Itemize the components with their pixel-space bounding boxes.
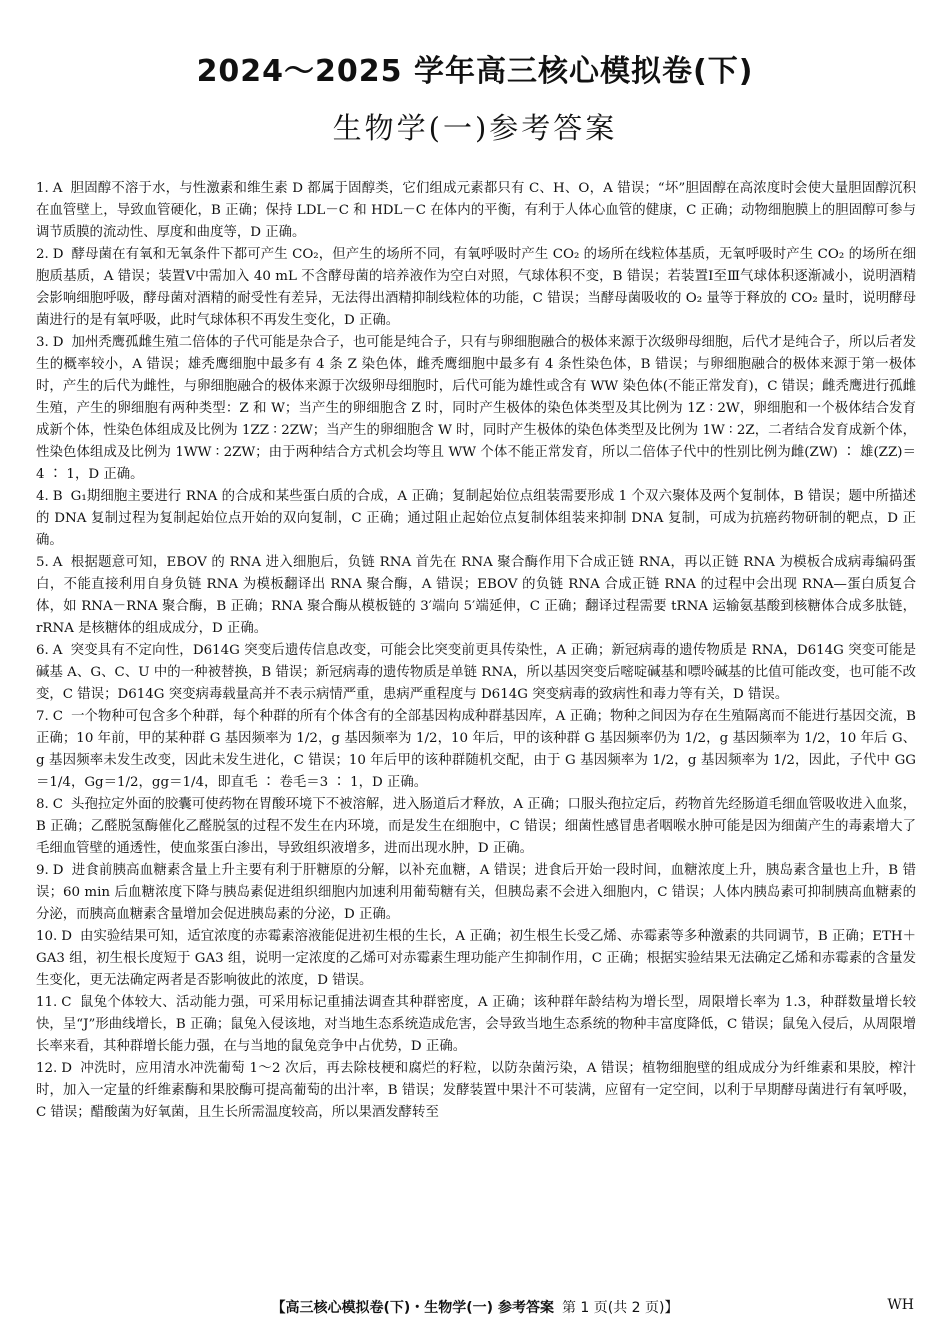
answer-number: 11. <box>36 995 58 1010</box>
answer-explanation: 加州秃鹰孤雌生殖二倍体的子代可能是杂合子，也可能是纯合子，只有与卵细胞融合的极体来源于次级卵母细胞，后代才是纯合子，所以后者发生的概率较小，A 错误；雄秃鹰细胞中最多有 4 条 Z 染色体，雌秃鹰细胞中最多有 4 条性染色体，B 错误；与卵细胞融合的极体来源于第一极体时，产生的后代为雌性，与卵细胞融合的极体来源于次级卵母细胞时，后代可能为雄性或含有 WW 染色体(不能正常发育)，C 错误；雌秃鹰进行孤雌生殖，产生的卵细胞有两种类型：Z 和 W；当产生的卵细胞含 Z 时，同时产生极体的染色体类型及其比例为 1Z ∶ 2W，卵细胞和一个极体结合发育成新个体，性染色体组成及比例为 1ZZ ∶ 2ZW；当产生的卵细胞含 W 时，同时产生极体的染色体类型及比例为 1W ∶ 2Z，二者结合发育成新个体，性染色体组成及比例为 1WW ∶ 2ZW；由于两种结合方式机会均等且 WW 个体不能正常发育，所以二倍体子代中的性别比例为雌(ZW) ∶ 雄(ZZ)＝4 ∶ 1，D 正确。 <box>36 335 916 482</box>
answer-item <box>36 244 916 332</box>
page-title: 2024～2025 学年高三核心模拟卷(下) <box>196 54 754 89</box>
answer-number: 8. <box>36 797 49 812</box>
answer-number: 4. <box>36 489 49 504</box>
answer-choice: D <box>52 863 64 878</box>
answer-item <box>36 926 916 992</box>
answer-explanation: 一个物种可包含多个种群，每个种群的所有个体含有的全部基因构成种群基因库，A 正确；物种之间因为存在生殖隔离而不能进行基因交流，B 正确；10 年前，甲的某种群 G 基因频率为 1/2，g 基因频率为 1/2，10 年后，甲的该种群 G 基因频率仍为 1/2，g 基因频率为 1/2，10 年后 G、g 基因频率未发生改变，因此未发生进化，C 错误；10 年后甲的该种群随机交配，由于 G 基因频率为 1/2，g 基因频率为 1/2，因此，子代中 GG＝1/4，Gg＝1/2，gg＝1/4，即直毛 ∶ 卷毛＝3 ∶ 1，D 正确。 <box>36 709 916 790</box>
answer-number: 3. <box>36 335 49 350</box>
answer-choice: A <box>52 181 63 196</box>
answer-number: 9. <box>36 863 49 878</box>
page-subtitle: 生物学(一)参考答案 <box>332 111 618 145</box>
answer-explanation: G₁期细胞主要进行 RNA 的合成和某些蛋白质的合成，A 正确；复制起始位点组装需要形成 1 个双六聚体及两个复制体，B 错误；题中所描述的 DNA 复制过程为复制起始位点开始的双向复制，C 正确；通过阻止起始位点复制体组装来抑制 DNA 复制，可成为抗癌药物研制的靶点，D 正确。 <box>36 489 916 548</box>
answer-number: 10. <box>36 929 58 944</box>
answer-number: 6. <box>36 643 49 658</box>
answer-number: 2. <box>36 247 49 262</box>
answer-explanation: 鼠兔个体较大、活动能力强，可采用标记重捕法调查其种群密度，A 正确；该种群年龄结构为增长型，周限增长率为 1.3，种群数量增长较快，呈“J”形曲线增长，B 正确；鼠兔入侵该地，对当地生态系统造成危害，会导致当地生态系统的物种丰富度降低，C 错误；鼠兔入侵后，从周限增长率来看，其种群增长能力强，在与当地的鼠兔竞争中占优势，D 正确。 <box>36 995 916 1054</box>
answer-number: 7. <box>36 709 49 724</box>
answer-explanation: 酵母菌在有氧和无氧条件下都可产生 CO₂，但产生的场所不同，有氧呼吸时产生 CO₂ 的场所在线粒体基质，无氧呼吸时产生 CO₂ 的场所在细胞质基质，A 错误；装置Ⅴ中需加入 40 mL 不含酵母菌的培养液作为空白对照，气球体积不变，B 错误；若装置Ⅰ至Ⅲ气球体积逐渐减小，说明酒精会影响细胞呼吸，酵母菌对酒精的耐受性有差异，无法得出酒精抑制线粒体的功能，C 错误；当酵母菌吸收的 O₂ 量等于释放的 CO₂ 量时，说明酵母菌进行的是有氧呼吸，此时气球体积不再发生变化，D 正确。 <box>36 247 916 328</box>
answer-item <box>36 640 916 706</box>
answer-item <box>36 486 916 552</box>
answer-item <box>36 706 916 794</box>
answer-explanation: 由实验结果可知，适宜浓度的赤霉素溶液能促进初生根的生长，A 正确；初生根生长受乙烯、赤霉素等多种激素的共同调节，B 正确；ETH＋GA3 组，初生根长度短于 GA3 组，说明一定浓度的乙烯可对赤霉素生理功能产生抑制作用，C 正确；根据实验结果无法确定乙烯和赤霉素的含量发生变化，更无法确定两者是否影响彼此的浓度，D 错误。 <box>36 929 916 988</box>
footer-label: 【高三核心模拟卷(下)・生物学(一) 参考答案 <box>271 1300 554 1316</box>
footer-code: WH <box>887 1297 914 1313</box>
answer-number: 12. <box>36 1061 58 1076</box>
answer-choice: C <box>61 995 72 1010</box>
answer-choice: D <box>52 335 64 350</box>
answer-choice: B <box>52 489 63 504</box>
answer-number: 1. <box>36 181 49 196</box>
answer-explanation: 冲洗时，应用清水冲洗葡萄 1～2 次后，再去除枝梗和腐烂的籽粒，以防杂菌污染，A 错误；植物细胞壁的组成成分为纤维素和果胶，榨汁时，加入一定量的纤维素酶和果胶酶可提高葡萄的出汁率，B 错误；发酵装置中果汁不可装满，应留有一定空间，以利于早期酵母菌进行有氧呼吸，C 错误；醋酸菌为好氧菌，且生长所需温度较高，所以果酒发酵转至 <box>36 1061 916 1120</box>
page-footer <box>0 1297 950 1317</box>
answer-choice: A <box>52 555 63 570</box>
answer-choice: A <box>52 643 63 658</box>
answer-item <box>36 552 916 640</box>
answer-choice: C <box>52 709 64 724</box>
answer-item <box>36 860 916 926</box>
answer-number: 5. <box>36 555 49 570</box>
answer-explanation: 根据题意可知，EBOV 的 RNA 进入细胞后，负链 RNA 首先在 RNA 聚合酶作用下合成正链 RNA，再以正链 RNA 为模板合成病毒编码蛋白，不能直接利用自身负链 RNA 为模板翻译出 RNA 聚合酶，A 错误；EBOV 的负链 RNA 合成正链 RNA 的过程中会出现 RNA—蛋白质复合体，如 RNA－RNA 聚合酶，B 正确；RNA 聚合酶从模板链的 3′端向 5′端延伸，C 正确；翻译过程需要 tRNA 运输氨基酸到核糖体合成多肽链，rRNA 是核糖体的组成成分，D 正确。 <box>36 555 916 636</box>
answer-item <box>36 178 916 244</box>
answer-item <box>36 332 916 486</box>
answer-item <box>36 992 916 1058</box>
answer-explanation: 进食前胰高血糖素含量上升主要有利于肝糖原的分解，以补充血糖，A 错误；进食后开始一段时间，血糖浓度上升，胰岛素含量也上升，B 错误；60 min 后血糖浓度下降与胰岛素促进组织细胞内加速利用葡萄糖有关，但胰岛素不会进入细胞内，C 错误；人体内胰岛素可抑制胰高血糖素的分泌，而胰高血糖素含量增加会促进胰岛素的分泌，D 正确。 <box>36 863 916 922</box>
answer-item <box>36 794 916 860</box>
answer-choice: C <box>52 797 64 812</box>
answer-list <box>36 178 916 1124</box>
answer-choice: D <box>52 247 64 262</box>
answer-explanation: 胆固醇不溶于水，与性激素和维生素 D 都属于固醇类，它们组成元素都只有 C、H、O，A 错误；“坏”胆固醇在高浓度时会使大量胆固醇沉积在血管壁上，导致血管硬化，B 正确；保持 LDL－C 和 HDL－C 在体内的平衡，有利于人体心血管的健康，C 正确；动物细胞膜上的胆固醇可参与调节质膜的流动性、厚度和曲度等，D 正确。 <box>36 181 916 240</box>
answer-choice: D <box>61 1061 73 1076</box>
answer-choice: D <box>61 929 73 944</box>
answer-explanation: 突变具有不定向性，D614G 突变后遗传信息改变，可能会比突变前更具传染性，A 正确；新冠病毒的遗传物质是 RNA，D614G 突变可能是碱基 A、G、C、U 中的一种被替换，B 错误；新冠病毒的遗传物质是单链 RNA，所以基因突变后嘧啶碱基和嘌呤碱基的比值可能改变，也可能不改变，C 错误；D614G 突变病毒载量高并不表示病情严重，患病严重程度与 D614G 突变病毒的致病性和毒力等有关，D 错误。 <box>36 643 916 702</box>
page-number: 第 1 页(共 2 页)】 <box>561 1300 679 1316</box>
answer-explanation: 头孢拉定外面的胶囊可使药物在胃酸环境下不被溶解，进入肠道后才释放，A 正确；口服头孢拉定后，药物首先经肠道毛细血管吸收进入血浆，B 正确；乙醛脱氢酶催化乙醛脱氢的过程不发生在内环境，而是发生在细胞中，C 错误；细菌性感冒患者咽喉水肿可能是因为细菌产生的毒素增大了毛细血管壁的通透性，使血浆蛋白渗出，导致组织液增多，进而出现水肿，D 正确。 <box>36 797 916 856</box>
answer-item <box>36 1058 916 1124</box>
